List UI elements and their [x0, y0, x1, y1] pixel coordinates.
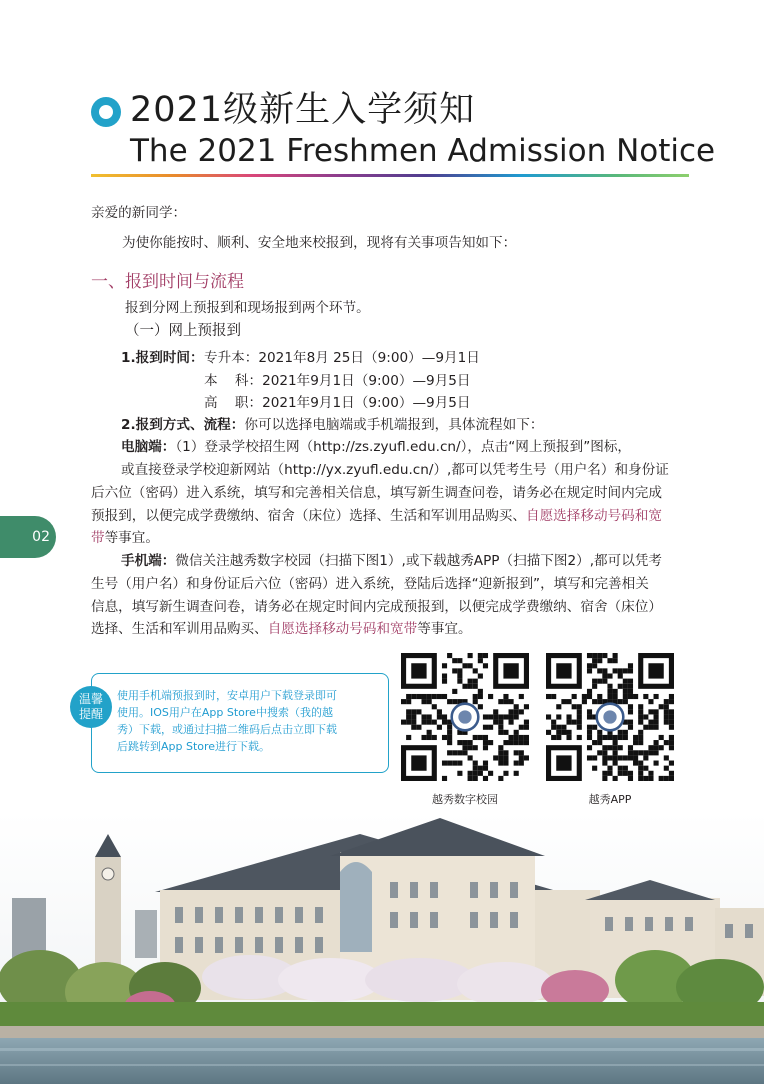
pc-line-3: 后六位（密码）进入系统，填写和完善相关信息，填写新生调查问卷，请务必在规定时间内完成 [91, 485, 662, 501]
page-title: 2021级新生入学须知 [130, 90, 476, 130]
pc-text-5a: 带 [91, 530, 105, 546]
method-line [121, 414, 543, 437]
section-intro: 报到分网上预报到和现场报到两个环节。 [125, 300, 370, 316]
mobile-line-2: 生号（用户名）和身份证后六位（密码）进入系统，登陆后选择“迎新报到”，填写和完善相关 [91, 576, 649, 592]
method-label: 2.报到方式、流程： [121, 417, 245, 433]
mobile-text-4c: 等事宜。 [417, 621, 472, 637]
tip-line-3: 秀）下载，或通过扫描二维码后点击立即下载 [117, 723, 337, 736]
tip-line-1: 使用手机端预报到时，安卓用户下载登录即可 [117, 689, 337, 702]
qr-code-app[interactable] [546, 653, 674, 781]
time-line-2: 本 科：2021年9月1日（9:00）—9月5日 [204, 373, 471, 389]
mobile-line-1 [121, 550, 662, 573]
pc-text-4b: 自愿选择移动号码和宽 [526, 508, 662, 524]
pc-line-1 [121, 436, 631, 459]
greeting: 亲爱的新同学： [91, 205, 187, 221]
qr-code-campus-icon [401, 653, 529, 781]
section-heading: 一、报到时间与流程 [91, 272, 244, 292]
tip-line-2: 使用。IOS用户在App Store中搜索（我的越 [117, 706, 333, 719]
qr-code-app-icon [546, 653, 674, 781]
tip-badge [70, 686, 112, 728]
pc-line-4 [91, 505, 662, 528]
page-subtitle: The 2021 Freshmen Admission Notice [130, 133, 716, 169]
qr-caption-campus: 越秀数字校园 [432, 793, 498, 806]
pc-label: 电脑端： [121, 439, 176, 455]
time-line-3: 高 职：2021年9月1日（9:00）—9月5日 [204, 395, 471, 411]
mobile-text-1: 微信关注越秀数字校园（扫描下图1）,或下载越秀APP（扫描下图2）,都可以凭考 [175, 553, 663, 569]
method-text: 你可以选择电脑端或手机端报到，具体流程如下： [244, 417, 544, 433]
title-rule [91, 174, 689, 177]
mobile-label: 手机端： [121, 553, 176, 569]
pc-text-1: （1）登录学校招生网（http://zs.zyufl.edu.cn/），点击“网上预报到”图标， [175, 439, 632, 455]
page-number-tab: 02 [0, 516, 56, 558]
campus-photo [0, 812, 764, 1084]
tip-badge-line-1: 温馨 [78, 692, 103, 706]
mobile-text-4b: 自愿选择移动号码和宽带 [267, 621, 418, 637]
title-bullet-icon [91, 97, 121, 127]
time-label: 1.报到时间： [121, 350, 204, 366]
tip-text [117, 687, 381, 755]
pc-line-2: 或直接登录学校迎新网站（http://yx.zyufl.edu.cn/）,都可以凭考生号（用户名）和身份证 [121, 462, 669, 478]
subsection-heading: （一）网上预报到 [125, 323, 241, 339]
mobile-line-4 [91, 618, 472, 641]
pc-text-5b: 等事宜。 [104, 530, 159, 546]
qr-caption-app: 越秀APP [588, 793, 632, 806]
pc-text-4a: 预报到，以便完成学费缴纳、宿舍（床位）选择、生活和军训用品购买、 [91, 508, 526, 524]
mobile-text-4a: 选择、生活和军训用品购买、 [91, 621, 268, 637]
time-line-1: 专升本：2021年8月 25日（9:00）—9月1日 [204, 350, 480, 366]
qr-code-campus[interactable] [401, 653, 529, 781]
mobile-line-3: 信息，填写新生调查问卷，请务必在规定时间内完成预报到，以便完成学费缴纳、宿舍（床位） [91, 599, 662, 615]
pc-line-5 [91, 527, 159, 550]
tip-badge-line-2: 提醒 [78, 707, 103, 721]
intro-lead: 为使你能按时、顺利、安全地来校报到，现将有关事项告知如下： [122, 235, 517, 251]
tip-line-4: 后跳转到App Store进行下载。 [117, 740, 271, 753]
